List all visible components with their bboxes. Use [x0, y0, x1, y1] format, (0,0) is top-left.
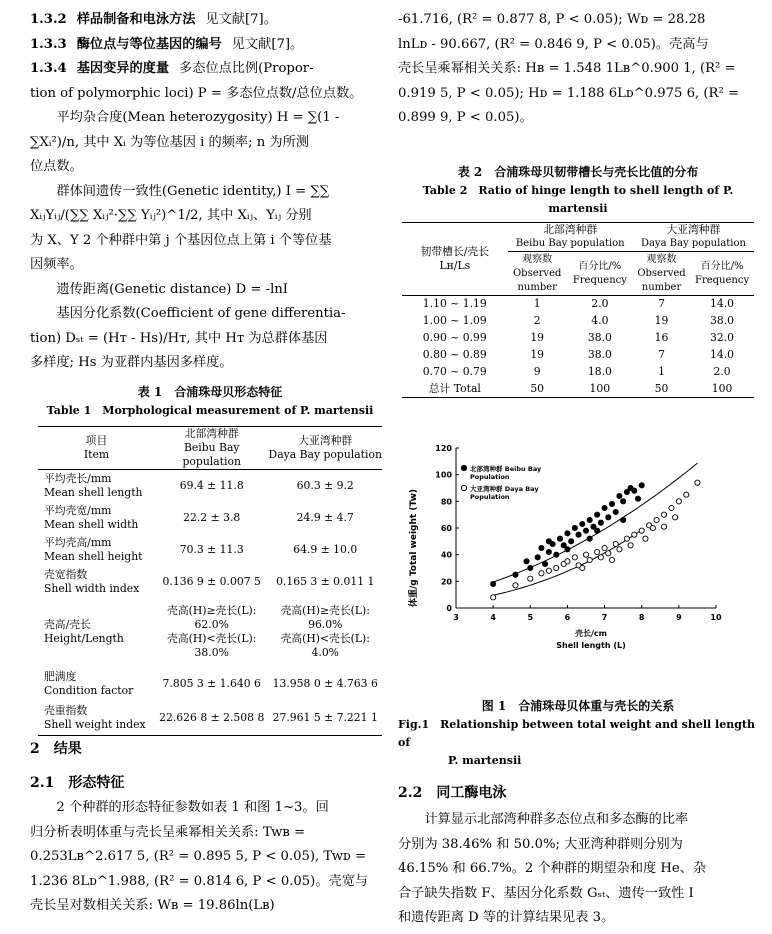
beibu-point [632, 488, 637, 493]
table-row: 平均壳宽/mm Mean shell width 22.2 ± 3.8 24.9 ± 4.7 [44, 503, 354, 531]
beibu-point [606, 515, 611, 520]
daya-point [580, 565, 585, 570]
daya-point [661, 512, 666, 517]
iso-line-5: 和遗传距离 D 等的计算结果见表 3。 [398, 910, 615, 925]
daya-point [565, 559, 570, 564]
differentiation-line-1: 基因分化系数(Coefficient of gene differentia- [56, 306, 346, 321]
daya-point [661, 524, 666, 529]
beibu-point [546, 539, 551, 544]
daya-point [632, 532, 637, 537]
daya-point [695, 480, 700, 485]
y-tick-label: 60 [440, 524, 452, 533]
beibu-point [587, 517, 592, 522]
iso-line-2: 分别为 38.46% 和 50.0%; 大亚湾种群则分别为 [398, 836, 683, 852]
table-2 [402, 162, 754, 398]
table-row: 1.00 ~ 1.09 2 4.0 19 38.0 [422, 314, 735, 327]
beibu-point [539, 545, 544, 550]
beibu-point [613, 509, 618, 514]
daya-point [595, 549, 600, 554]
table-row: 壳高/壳长 Height/Length 壳高(H)≥壳长(L): 62.0% 壳高(H)<壳长(L): 38.0% 壳高(H)≥壳长(L): 96.0% 壳高(H)<壳长(L): 4.0% [44, 603, 370, 659]
x-axis-label-cn: 壳长/cm [575, 629, 607, 638]
daya-point [602, 545, 607, 550]
fit-curve-daya [493, 463, 697, 582]
legend-label: Population [470, 473, 510, 481]
morph-line-3: 0.253Lʙ^2.617 5, (R² = 0.895 5, P < 0.05), Twᴅ = [30, 849, 366, 864]
legend-label: 大亚湾种群 Daya Bay [470, 485, 539, 493]
table-row: 0.80 ~ 0.89 19 38.0 7 14.0 [422, 348, 735, 361]
table-row: 壳重指数 Shell weight index 22.626 8 ± 2.508 8 27.961 5 ± 7.221 1 [38, 702, 382, 736]
daya-point [639, 528, 644, 533]
differentiation-line-2: tion) Dₛₜ = (Hᴛ - Hs)/Hᴛ, 其中 Hᴛ 为总群体基因 [30, 330, 328, 346]
regression-line-2: lnLᴅ - 90.667, (R² = 0.846 9, P < 0.05)。壳高与 [398, 36, 709, 52]
figure-1-scatter [406, 438, 746, 658]
table-1 [38, 382, 382, 736]
beibu-point [583, 528, 588, 533]
y-tick-label: 0 [446, 604, 452, 613]
beibu-point [546, 549, 551, 554]
daya-point [583, 552, 588, 557]
table-2-caption-en: Table 2 Ratio of hinge length to shell length of P. martensii [422, 184, 734, 215]
daya-point [673, 515, 678, 520]
legend-marker [461, 465, 466, 470]
beibu-point [524, 559, 529, 564]
section-1-3-4: 1.3.4 基因变异的度量 多态位点比例(Propor- [30, 61, 314, 76]
y-tick-label: 80 [440, 497, 452, 507]
figure-1-caption-cn: 图 1 合浦珠母贝体重与壳长的关系 [481, 699, 675, 713]
table-row: 1.10 ~ 1.19 1 2.0 7 14.0 [422, 297, 735, 311]
beibu-point [535, 555, 540, 560]
table-row: 平均壳高/mm Mean shell height 70.3 ± 11.3 64.9 ± 10.0 [44, 535, 358, 563]
x-tick-label: 6 [564, 613, 571, 622]
morph-line-4: 1.236 8Lᴅ^1.988, (R² = 0.814 6, P < 0.05)。壳宽与 [30, 873, 369, 889]
daya-point [676, 499, 681, 504]
beibu-point [569, 539, 574, 544]
heterozygosity-line-2: ∑Xᵢ²)/n, 其中 Xᵢ 为等位基因 i 的频率; n 为所测 [30, 134, 309, 150]
beibu-point [617, 493, 622, 498]
daya-point [606, 551, 611, 556]
daya-point [528, 576, 533, 581]
legend-label: Population [470, 493, 510, 501]
morph-line-2: 归分析表明体重与壳长呈乘幂相关关系: Twʙ = [30, 824, 306, 840]
beibu-point [580, 521, 585, 526]
daya-point [554, 565, 559, 570]
daya-point [598, 555, 603, 560]
beibu-point [635, 496, 640, 501]
regression-line-3: 壳长呈乘幂相关关系: Hʙ = 1.548 1Lʙ^0.900 1, (R² = [398, 61, 736, 76]
x-tick-label: 9 [676, 613, 682, 622]
legend-label: 北部湾种群 Beibu Bay [470, 465, 542, 473]
table-1-grid: 项目 Item 北部湾种群 Beibu Bay population 大亚湾种群 Daya Bay population 平均壳长/mm Mean shell length 69.4 ± 11.8 60.3 ± 9.2 平均壳宽/mm Mean shell width 22.2 ± 3.8 24.9 ± 4.7 平均壳高/mm Mean shell height 70.3 ± 11.3 64.9 ± 10.0 壳宽指数 Shell width index 0.136 9 ± 0.007 5 0.165 3 ± 0.011 1 壳高/壳长 Height/Length 壳高(H)≥壳长(L): 62.0% 壳高(H)<壳长(L): 38.0% 壳高(H)≥壳长(L): 96.0% 壳高(H)<壳长(L): 4.0% 肥满度 Condition factor 7.805 3 ± 1.640 6 13.958 0 ± 4.763 6 壳重指数 Shell weight index 22.626 8 ± 2.508 8 27.961 5 ± 7.221 1 [38, 426, 382, 736]
daya-point [669, 505, 674, 510]
beibu-point [565, 531, 570, 536]
beibu-point [602, 505, 607, 510]
table-row: 0.90 ~ 0.99 19 38.0 16 32.0 [422, 331, 735, 344]
figure-1-caption-en-2: P. martensii [448, 754, 522, 767]
beibu-point [598, 520, 603, 525]
y-tick-label: 40 [440, 550, 452, 560]
daya-point [491, 595, 496, 600]
y-axis-label: 体重/g Total weight (Tw) [409, 488, 419, 608]
x-tick-label: 4 [490, 613, 496, 622]
identity-line-4: 因频率。 [30, 257, 83, 272]
daya-point [609, 557, 614, 562]
daya-point [628, 543, 633, 548]
figure-1-caption-en-1: Fig.1 Relationship between total weight and shell length of [398, 718, 756, 749]
table-row: 壳宽指数 Shell width index 0.136 9 ± 0.007 5 0.165 3 ± 0.011 1 [44, 567, 375, 595]
beibu-point [609, 501, 614, 506]
table-1-caption-en: Table 1 Morphological measurement of P. martensii [46, 404, 374, 417]
morph-line-5: 壳长呈对数相关关系: Wʙ = 19.86ln(Lʙ) [30, 898, 275, 913]
beibu-point [576, 532, 581, 537]
y-tick-label: 100 [435, 470, 452, 480]
daya-point [572, 555, 577, 560]
x-tick-label: 3 [453, 613, 459, 622]
table-row-total: 总计 Total 50 100 50 100 [402, 381, 754, 398]
table-row: 肥满度 Condition factor 7.805 3 ± 1.640 6 13.958 0 ± 4.763 6 [44, 669, 378, 697]
beibu-point [557, 536, 562, 541]
table-2-grid: 韧带槽长/壳长 Lʜ/Ls 北部湾种群 Beibu Bay population 大亚湾种群 Daya Bay population 观察数 Observed number 百分比/% Frequency 观察数 Observed number 百分比/% Frequency 1.10 ~ 1.19 1 2.0 7 14.0 1.00 ~ 1.09 2 4.0 19 38.0 0.90 ~ 0.99 19 38.0 16 32.0 0.80 ~ 0.89 19 38.0 7 14.0 0.70 ~ 0.79 9 18.0 1 2.0 总计 Total 50 100 50 100 [402, 222, 754, 398]
x-tick-label: 8 [638, 613, 645, 622]
heterozygosity-line-1: 平均杂合度(Mean heterozygosity) H = ∑(1 - [56, 110, 340, 125]
y-tick-label: 120 [435, 444, 452, 453]
results-heading: 2 结果 [30, 741, 82, 757]
y-tick-label: 20 [440, 577, 452, 587]
daya-point [654, 517, 659, 522]
daya-point [617, 547, 622, 552]
table-1-caption-cn: 表 1 合浦珠母贝形态特征 [137, 385, 283, 399]
daya-point [643, 536, 648, 541]
distance-line: 遗传距离(Genetic distance) D = -lnI [56, 281, 289, 297]
beibu-point [572, 525, 577, 530]
identity-line-3: 为 X、Y 2 个种群中第 j 个基因位点上第 i 个等位基 [30, 232, 332, 248]
beibu-point [621, 499, 626, 504]
heterozygosity-line-3: 位点数。 [30, 159, 83, 174]
polymorphic-loci-definition: tion of polymorphic loci) P = 多态位点数/总位点数。 [30, 85, 363, 101]
daya-point [513, 583, 518, 588]
daya-point [613, 541, 618, 546]
identity-line-2: XᵢⱼYᵢⱼ/(∑∑ Xᵢⱼ²·∑∑ Yᵢⱼ²)^1/2, 其中 Xᵢⱼ、Yᵢⱼ 分别 [30, 208, 312, 223]
differentiation-line-3: 多样度; Hs 为亚群内基因多样度。 [30, 355, 233, 370]
identity-line-1: 群体间遗传一致性(Genetic identity,) I = ∑∑ [56, 183, 330, 199]
daya-point [624, 536, 629, 541]
morph-line-1: 2 个种群的形态特征参数如表 1 和图 1~3。回 [56, 800, 329, 815]
daya-point [684, 492, 689, 497]
iso-line-4: 合子缺失指数 F、基因分化系数 Gₛₜ、遗传一致性 I [398, 885, 694, 901]
x-tick-label: 10 [710, 613, 722, 622]
daya-point [539, 571, 544, 576]
x-tick-label: 7 [601, 613, 608, 622]
section-2-1-heading: 2.1 形态特征 [30, 775, 125, 791]
table-row: 平均壳长/mm Mean shell length 69.4 ± 11.8 60.3 ± 9.2 [38, 470, 382, 502]
regression-line-1: -61.716, (R² = 0.877 8, P < 0.05); Wᴅ = 28.28 [398, 12, 706, 27]
regression-line-5: 0.899 9, P < 0.05)。 [398, 110, 533, 125]
x-tick-label: 5 [527, 613, 534, 622]
table-2-caption-cn: 表 2 合浦珠母贝韧带槽长与壳长比值的分布 [457, 165, 699, 179]
daya-point [587, 557, 592, 562]
section-1-3-3: 1.3.3 酶位点与等位基因的编号 见文献[7]。 [30, 36, 304, 52]
regression-line-4: 0.919 5, P < 0.05); Hᴅ = 1.188 6Lᴅ^0.975 6, (R² = [398, 85, 740, 101]
section-2-2-heading: 2.2 同工酶电泳 [398, 785, 507, 801]
section-1-3-2: 1.3.2 样品制备和电泳方法 见文献[7]。 [30, 12, 277, 27]
beibu-point [595, 512, 600, 517]
iso-line-1: 计算显示北部湾种群多态位点和多态酶的比率 [424, 812, 689, 827]
iso-line-3: 46.15% 和 66.7%。2 个种群的期望杂和度 He、杂 [398, 861, 707, 876]
beibu-point [639, 483, 644, 488]
x-axis-label-en: Shell length (L) [556, 641, 626, 650]
table-row: 0.70 ~ 0.79 9 18.0 1 2.0 [422, 365, 731, 378]
legend-marker [461, 485, 466, 490]
daya-point [650, 525, 655, 530]
daya-point [546, 568, 551, 573]
